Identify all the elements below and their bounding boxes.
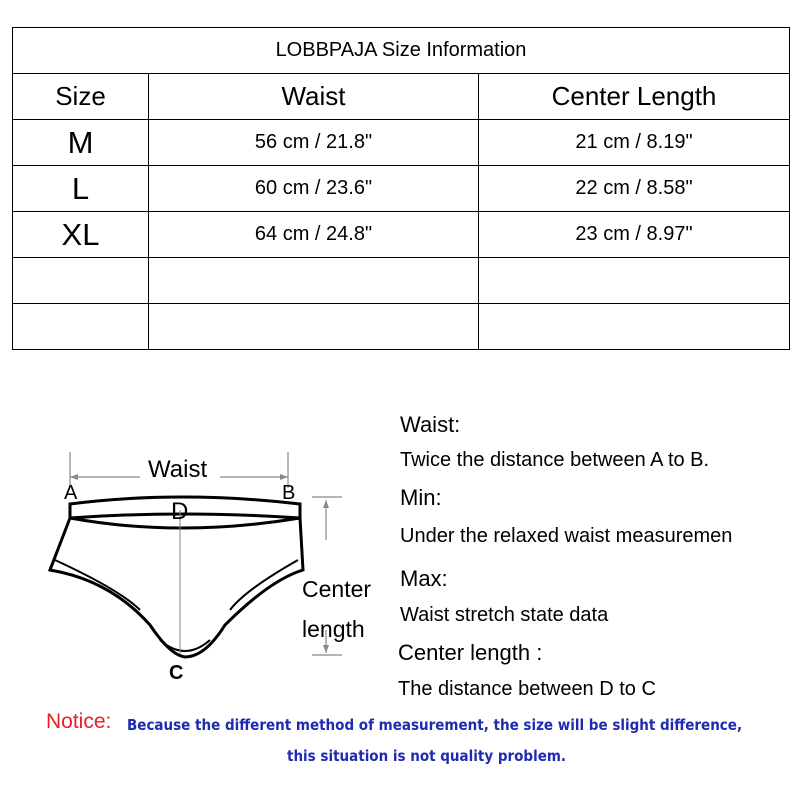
table-row	[13, 212, 790, 258]
point-d-label: D	[171, 498, 189, 525]
table-header-row	[13, 74, 790, 120]
waist-cell: 60 cm / 23.6"	[149, 166, 479, 212]
max-definition-text: Waist stretch state data	[400, 604, 609, 626]
header-size: Size	[13, 74, 149, 120]
briefs-outline-drawing	[30, 440, 390, 700]
table-row	[13, 120, 790, 166]
size-cell: L	[13, 166, 149, 212]
point-b-label: B	[282, 482, 296, 504]
max-definition-title: Max:	[400, 566, 448, 591]
center-length-definition-title: Center length :	[398, 640, 543, 665]
table-title-row	[13, 28, 790, 74]
center-label: Center	[302, 576, 372, 602]
empty-cell	[479, 258, 790, 304]
notice-label: Notice:	[46, 710, 112, 733]
center-length-definition-text: The distance between D to C	[398, 678, 656, 700]
waist-cell: 56 cm / 21.8"	[149, 120, 479, 166]
empty-cell	[149, 258, 479, 304]
header-waist: Waist	[149, 74, 479, 120]
empty-row	[13, 258, 790, 304]
size-table	[12, 27, 790, 350]
waist-definition-text: Twice the distance between A to B.	[400, 449, 710, 471]
notice-line-1: Because the different method of measurement, the size will be slight difference,	[127, 716, 743, 734]
center-length-cell: 23 cm / 8.97"	[479, 212, 790, 258]
point-c-label: C	[169, 662, 184, 684]
empty-row	[13, 304, 790, 350]
briefs-measurement-diagram	[30, 440, 390, 700]
notice-line-2: this situation is not quality problem.	[287, 747, 567, 765]
center-length-cell: 21 cm / 8.19"	[479, 120, 790, 166]
empty-cell	[13, 258, 149, 304]
point-a-label: A	[64, 482, 78, 504]
size-cell: M	[13, 120, 149, 166]
table-row	[13, 166, 790, 212]
empty-cell	[479, 304, 790, 350]
length-label: length	[302, 616, 365, 642]
header-center-length: Center Length	[479, 74, 790, 120]
waist-cell: 64 cm / 24.8"	[149, 212, 479, 258]
size-cell: XL	[13, 212, 149, 258]
empty-cell	[149, 304, 479, 350]
center-length-cell: 22 cm / 8.58"	[479, 166, 790, 212]
waist-label: Waist	[148, 456, 208, 483]
empty-cell	[13, 304, 149, 350]
min-definition-title: Min:	[400, 485, 442, 510]
waist-definition-title: Waist:	[400, 412, 461, 437]
table-title: LOBBPAJA Size Information	[13, 28, 790, 74]
min-definition-text: Under the relaxed waist measuremen	[400, 525, 733, 547]
